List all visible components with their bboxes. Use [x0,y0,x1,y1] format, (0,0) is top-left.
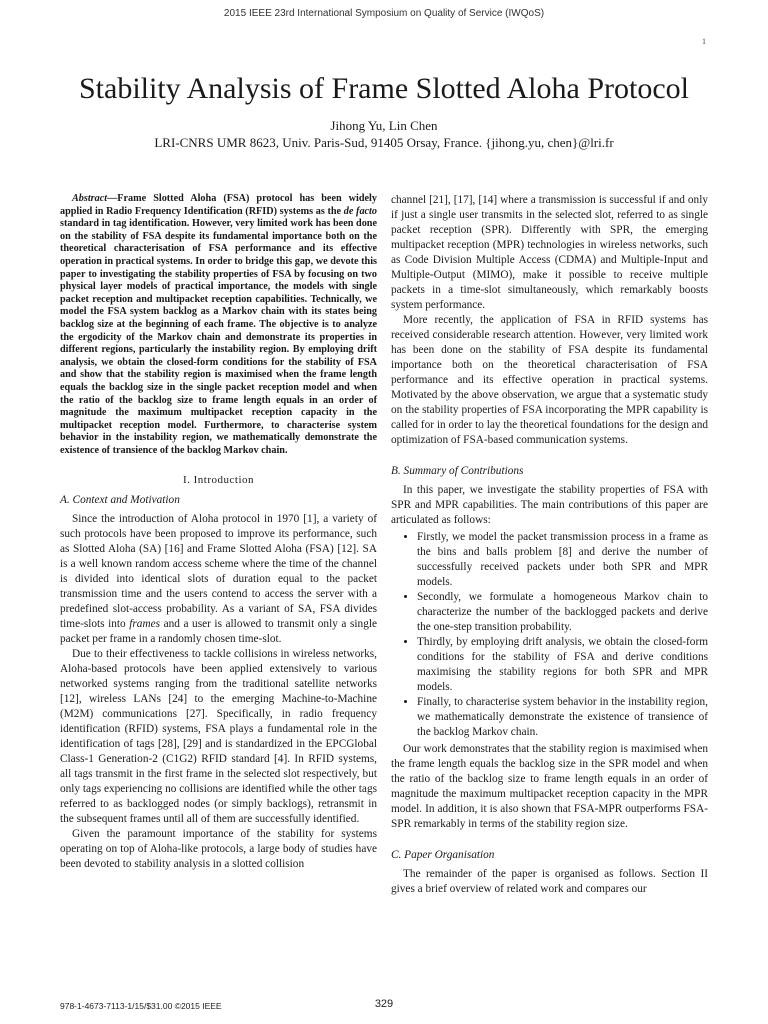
organisation-paragraph: The remainder of the paper is organised as follows. Section II gives a brief overview of related work and compares our [391,868,708,895]
intro-paragraph-1-b: and a user is allowed to transmit only a single packet per frame in a randomly chosen time-slot. [60,618,377,646]
section-heading-introduction: I. Introduction [182,474,255,487]
intro-paragraph-1-a: Since the introduction of Aloha protocol in 1970 [1], a variety of such protocols have been proposed to improve its performance, such as Slotted Aloha (SA) [16] and Frame Slotted Aloha (FSA) [12]. SA is a well known random access scheme where the time of the channel is divided into identical slots of duration equal to the packet transmission time and the users contend to access the server with a predefined slot-access probability. As a variant of SA, FSA divides time-slots into [60,513,377,631]
left-column [60,193,377,872]
abstract-text-2: standard in tag identification. However, very limited work has been done on the stability of FSA despite its fundamental importance both on the theoretical characterisation of FSA performance and its effective operation in practical systems. In order to bridge this gap, we devote this paper to investigating the stability properties of FSA by focusing on two physical layer models of practical importance, the models with single packet reception and multipacket reception capabilities. Technically, we model the FSA system backlog as a Markov chain with its states being backlog size at the beginning of each frame. The objective is to analyze the ergodicity of the Markov chain and demonstrate its properties in different regions, particularly the instability region. By employing drift analysis, we obtain the closed-form conditions for the stability of FSA and show that the stability region is maximised when the frame length equals the backlog size in the single packet reception model and when the ratio of the backlog size to frame length equals in an order of magnitude the maximum multipacket reception capacity in the multipacket reception model. Furthermore, to characterise system behavior in the instability region, we mathematically demonstrate the existence of transience of the backlog Markov chain. [60,218,377,456]
subsection-heading-context: A. Context and Motivation [60,494,180,507]
authors: Jihong Yu, Lin Chen [330,118,438,133]
intro-paragraph-3-continued: channel [21], [17], [14] where a transmission is successful if and only if just a single user transmits in the selected slot, referred to as single packet reception (SPR). Differently with SPR, the emerging multipacket reception (MPR) technologies in wireless networks, such as Code Division Multiple Access (CDMA) and Multiple-Input and Multiple-Output (MIMO), make it possible to receive multiple packets in a time-slot simultaneously, which remarkably boosts system performance. [391,194,708,311]
page-mark: 1 [702,37,706,46]
contributions-list [391,530,708,740]
contribution-item: • Finally, to characterise system behavior in the instability region, we mathematically demonstrate the existence of transience of the backlog Markov chain. [417,695,708,740]
abstract [60,193,377,457]
subsection-heading-contributions: B. Summary of Contributions [391,465,524,477]
affiliation: LRI-CNRS UMR 8623, Univ. Paris-Sud, 91405 Orsay, France. {jihong.yu, chen}@lri.fr [154,135,614,150]
contribution-item: • Firstly, we model the packet transmission process in a frame as the bins and balls problem [8] and derive the number of successfully received packets under both SPR and MPR models. [417,530,708,590]
footer-page-number: 329 [374,998,394,1010]
abstract-dash: — [107,193,118,204]
footer-isbn: 978-1-4673-7113-1/15/$31.00 ©2015 IEEE [60,1001,222,1011]
contributions-intro: In this paper, we investigate the stability properties of FSA with SPR and MPR capabilities. The main contributions of this paper are articulated as follows: [391,484,708,526]
intro-paragraph-4: More recently, the application of FSA in RFID systems has received considerable research attention. However, very limited work has been done on the stability of FSA despite its fundamental importance both on the theoretical characterisation of FSA performance and its effective operation in practical systems. Motivated by the above observation, we argue that a systematic study on the stability properties of FSA incorporating the MPR capability is called for in order to lay the theoretical foundations for the design and optimization of FSA-based communication systems. [391,314,708,446]
abstract-lead: Abstract [72,193,108,204]
contributions-summary: Our work demonstrates that the stability region is maximised when the frame length equals the backlog size in the SPR model and when the ratio of the backlog size to frame length equals in an order of magnitude the maximum multipacket reception capacity in the MPR model. In addition, it is also shown that FSA-MPR outperforms FSA-SPR remarkably in terms of the stability region size. [391,743,708,830]
contribution-item: • Thirdly, by employing drift analysis, we obtain the closed-form conditions for the stability of FSA and derive conditions maximising the stability regions for both SPR and MPR models. [417,635,708,695]
contribution-item: • Secondly, we formulate a homogeneous Markov chain to characterize the number of the backlogged packets and derive the one-step transition probability. [417,590,708,635]
conference-header: 2015 IEEE 23rd International Symposium on Quality of Service (IWQoS) [223,8,545,19]
subsection-heading-organisation: C. Paper Organisation [391,849,495,861]
right-column [391,193,708,897]
intro-paragraph-2: Due to their effectiveness to tackle collisions in wireless networks, Aloha-based protocols have been applied extensively to various networked systems ranging from the traditional satellite networks [12], wireless LANs [24] to the emerging Machine-to-Machine (M2M) communications [27]. Specifically, in radio frequency identification (RFID) systems, FSA plays a fundamental role in the identification of tags [28], [29] and is standardized in the EPCGlobal Class-1 Generation-2 (C1G2) RFID standard [4]. In RFID systems, all tags transmit in the first frame in the selected slot respectively, but only tags experiencing no collisions are identified while the other tags referred to as backlogged nodes (or simply backlogs), retransmit in the subsequent frames until all of them are successfully identified. [60,648,377,826]
abstract-text-1: Frame Slotted Aloha (FSA) protocol has been widely applied in Radio Frequency Identification (RFID) systems as the [60,193,377,217]
intro-paragraph-3: Given the paramount importance of the stability for systems operating on top of Aloha-like protocols, a large body of studies have been devoted to stability analysis in a slotted collision [60,828,377,871]
intro-paragraph-1-emph: frames [129,618,161,631]
intro-paragraph-1 [60,512,377,647]
abstract-emph: de facto [343,205,377,217]
paper-title: Stability Analysis of Frame Slotted Aloha Protocol [79,72,689,105]
